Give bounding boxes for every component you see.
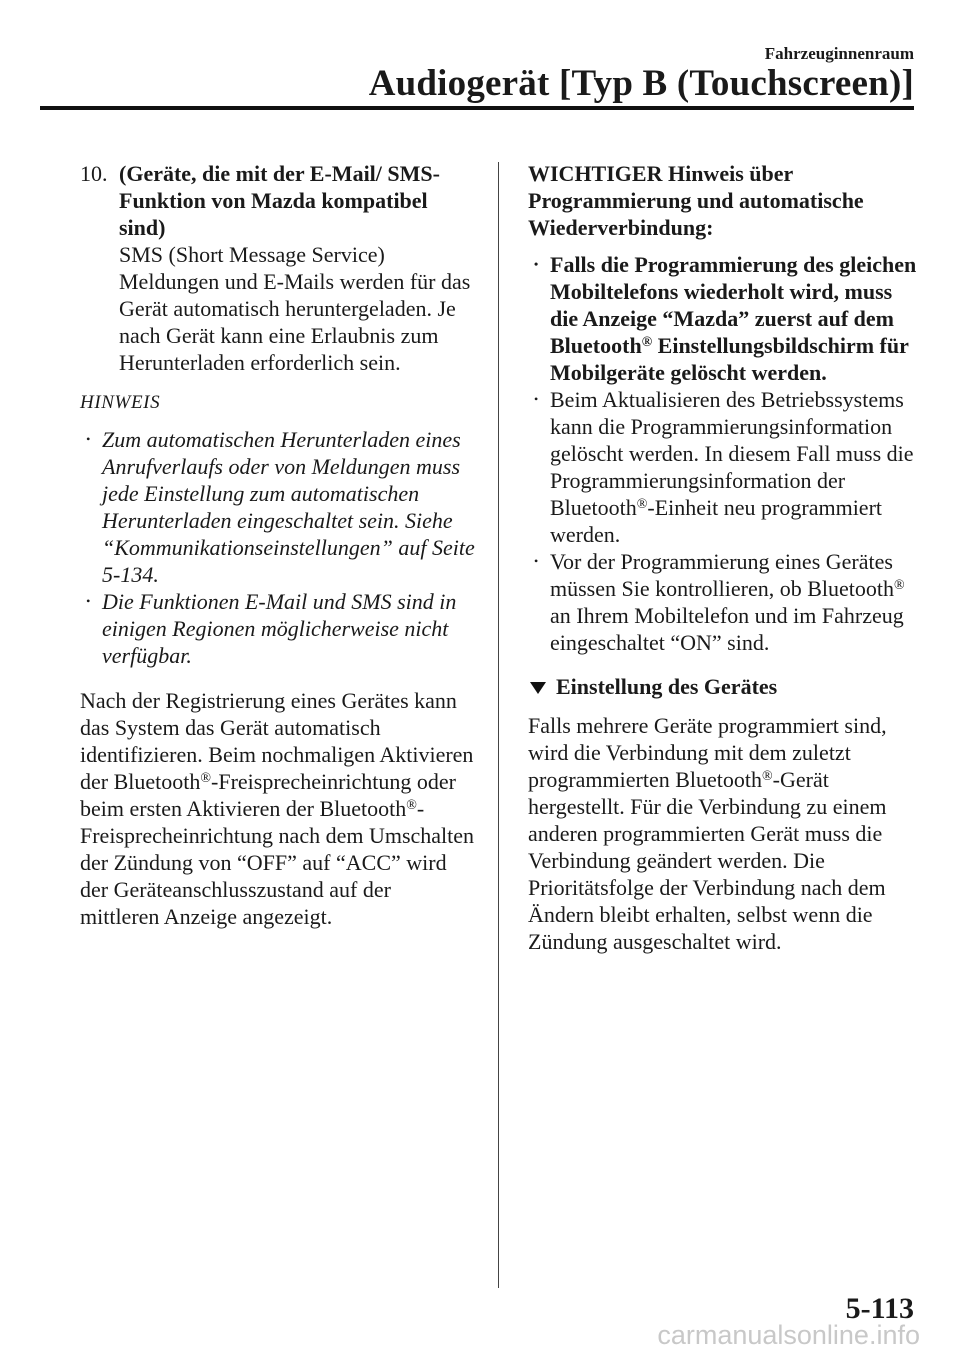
important-bullet (528, 251, 923, 386)
body-paragraph (528, 712, 923, 955)
left-column (80, 160, 475, 930)
bullet-icon: • (86, 432, 91, 446)
important-bullet-text (550, 548, 923, 656)
registered-mark: ® (200, 771, 212, 786)
body-paragraph (80, 687, 475, 930)
registered-mark: ® (762, 769, 773, 784)
bullet-text: Beim Aktualisieren des Betriebssystems kann die Programmierungsinformation gelöscht werden. In diesem Fall muss die Programmierungsinformation der Bluetooth (550, 387, 914, 520)
para-text: Nach der Registrierung eines Gerätes kann das System das Gerät automatisch identifizieren. Beim nochmaligen Aktivieren der (80, 688, 474, 794)
bullet-icon: • (534, 257, 539, 271)
step-heading: (Geräte, die mit der E-Mail/ SMS-Funktion von Mazda kompatibel sind) (119, 161, 440, 240)
header-rule (40, 106, 914, 110)
section-label: Fahrzeuginnenraum (764, 44, 914, 63)
para-text: Falls mehrere Geräte programmiert sind, wird die Verbindung mit dem zuletzt programmierten Bluetooth (528, 713, 887, 792)
important-heading: WICHTIGER Hinweis über Programmierung und automatische Wiederverbindung: (528, 161, 864, 240)
bullet-icon: • (534, 392, 539, 406)
para-text: -Freisprecheinrichtung oder beim ersten Aktivieren der (80, 769, 456, 821)
bullet-icon: • (86, 594, 91, 608)
bullet-text: an Ihrem Mobiltelefon und im Fahrzeug eingeschaltet “ON” sind. (550, 603, 904, 655)
registered-mark: ® (894, 578, 905, 593)
hint-bullet (80, 588, 475, 669)
page-title: Audiogerät [Typ B (Touchscreen)] (368, 63, 914, 104)
para-text: -Freisprecheinrichtung nach dem Umschalten der Zündung von “OFF” auf “ACC” wird der Geräteanschlusszustand auf der mittleren Anzeige angezeigt. (80, 796, 475, 929)
section-heading (528, 674, 923, 700)
step-body (119, 160, 475, 376)
triangle-down-icon (530, 682, 546, 694)
page-number: 5-113 (845, 1292, 914, 1325)
para-text: Bluetooth (319, 796, 407, 821)
hint-bullet-text: Die Funktionen E-Mail und SMS sind in einigen Regionen möglicherweise nicht verfügbar. (102, 589, 457, 668)
important-bullet-text (550, 251, 923, 386)
watermark: carmanualsonline.info (657, 1320, 920, 1350)
para-text: Bluetooth (113, 769, 201, 794)
bullet-text: Einstellungsbildschirm für Mobilgeräte gelöscht werden. (550, 333, 909, 385)
bullet-text: Falls die Programmierung des gleichen Mobiltelefons wiederholt wird, muss die Anzeige “Mazda” zuerst auf dem Bluetooth (550, 252, 917, 358)
step-text: SMS (Short Message Service) Meldungen und E-Mails werden für das Gerät automatisch heruntergeladen. Je nach Gerät kann eine Erlaubnis zum Herunterladen erforderlich sein. (119, 242, 471, 375)
registered-mark: ® (641, 335, 653, 350)
important-bullet (528, 386, 923, 548)
hint-bullet (80, 426, 475, 588)
hint-heading: HINWEIS (80, 392, 161, 413)
step-10 (80, 160, 475, 376)
right-column (528, 160, 923, 955)
bullet-text: Vor der Programmierung eines Gerätes müssen Sie kontrollieren, ob Bluetooth (550, 549, 895, 601)
important-bullet (528, 548, 923, 656)
hint-bullet-text: Zum automatischen Herunterladen eines Anrufverlaufs oder von Meldungen muss jede Einstellung zum automatischen Herunterladen eingeschaltet sein. Siehe “Kommunikationseinstellungen” auf Seite 5-134. (102, 427, 475, 587)
bullet-text: -Einheit neu programmiert werden. (550, 495, 883, 547)
registered-mark: ® (406, 798, 417, 813)
column-divider (498, 162, 499, 1288)
section-heading-text: Einstellung des Gerätes (556, 674, 778, 699)
bullet-icon: • (534, 554, 539, 568)
important-bullet-text (550, 386, 923, 548)
step-number: 10. (80, 161, 108, 186)
para-text: -Gerät hergestellt. Für die Verbindung zu einem anderen programmierten Gerät muss die Verbindung geändert werden. Die Prioritätsfolge der Verbindung nach dem Ändern bleibt erhalten, selbst wenn die Zündung ausgeschaltet wird. (528, 767, 887, 954)
registered-mark: ® (636, 497, 648, 512)
